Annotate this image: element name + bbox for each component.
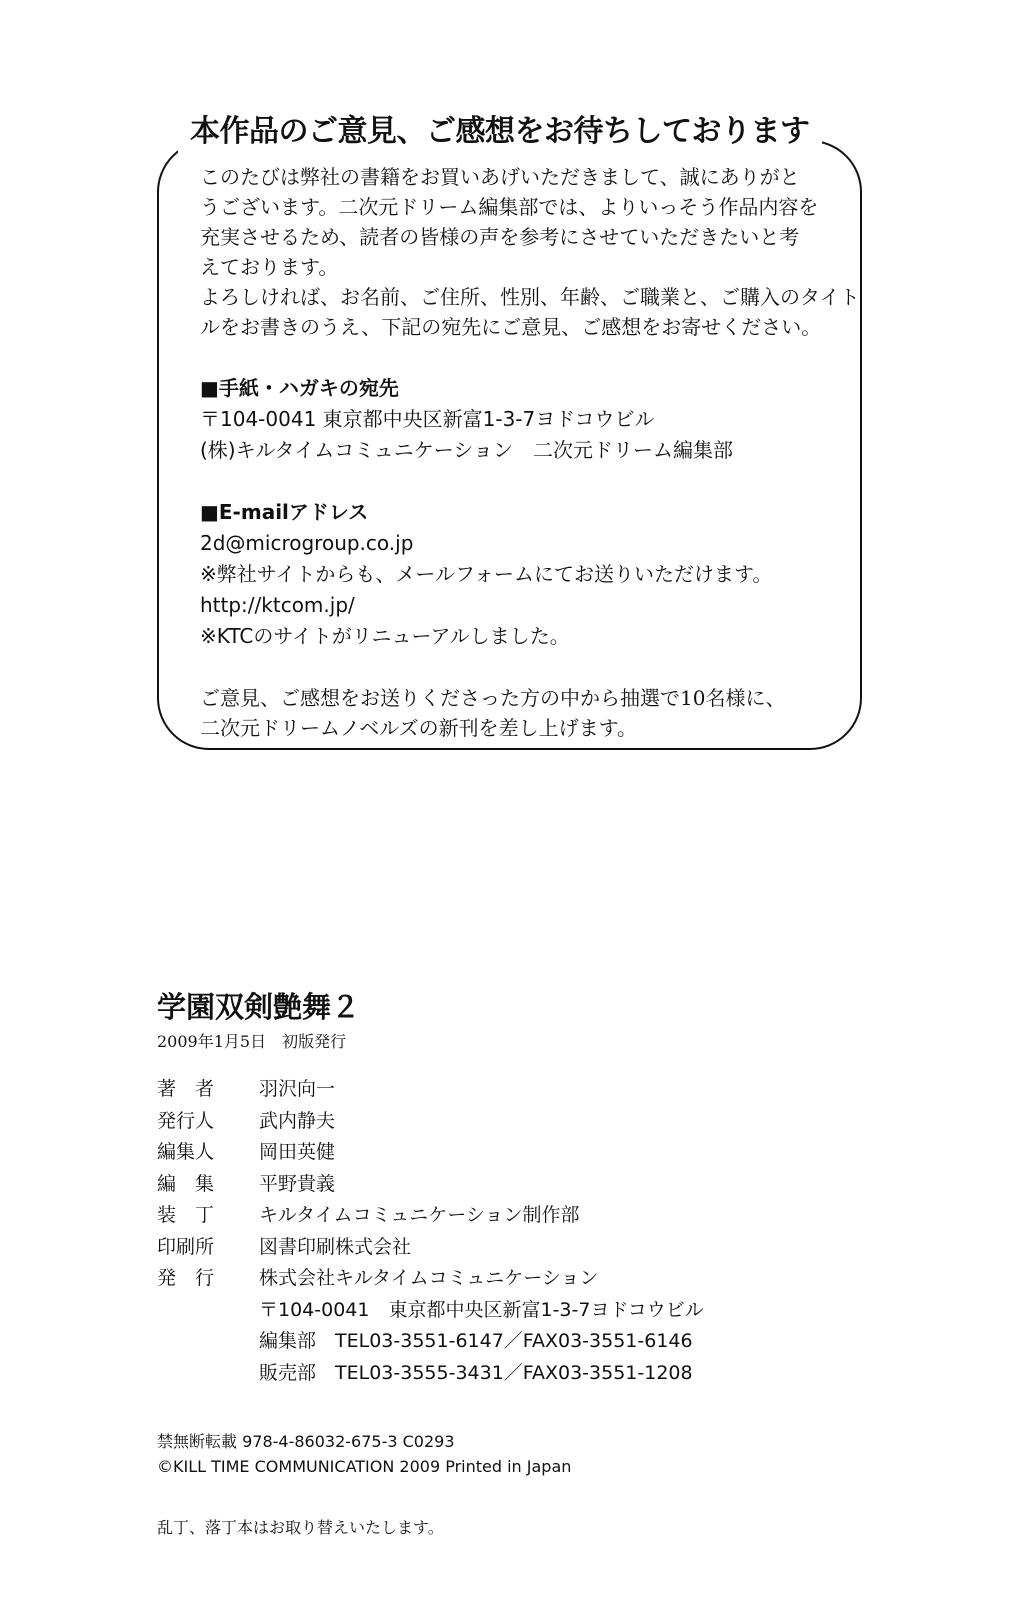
credit-value: 岡田英健 <box>259 1141 336 1163</box>
credit-label: 装 丁 <box>157 1204 215 1226</box>
feedback-title: 本作品のご意見、ご感想をお待ちしております <box>178 110 822 154</box>
closing-line: ご意見、ご感想をお送りくださった方の中から抽選で10名様に、 <box>200 686 786 710</box>
site-note: ※KTCのサイトがリニューアルしました。 <box>200 624 570 648</box>
email-note: ※弊社サイトからも、メールフォームにてお送りいただけます。 <box>200 562 773 586</box>
credit-value: 編集部 TEL03-3551-6147／FAX03-3551-6146 <box>259 1330 693 1352</box>
credit-label: 編 集 <box>157 1172 215 1195</box>
feedback-body <box>200 162 860 743</box>
paragraph-line: このたびは弊社の書籍をお買いあげいただきまして、誠にありがと <box>200 165 800 189</box>
copyright-line: ©KILL TIME COMMUNICATION 2009 Printed in Japan <box>157 1457 572 1476</box>
paragraph-line: えております。 <box>200 255 339 279</box>
credit-label: 発行人 <box>157 1109 215 1132</box>
isbn-line: 禁無断転載 978-4-86032-675-3 C0293 <box>157 1432 455 1451</box>
mail-recipient: (株)キルタイムコミュニケーション 二次元ドリーム編集部 <box>200 438 734 462</box>
credit-value: 〒104-0041 東京都中央区新富1-3-7ヨドコウビル <box>259 1298 704 1321</box>
mail-address: 〒104-0041 東京都中央区新富1-3-7ヨドコウビル <box>200 407 655 431</box>
mail-heading: ■手紙・ハガキの宛先 <box>200 376 399 400</box>
replacement-notice: 乱丁、落丁本はお取り替えいたします。 <box>157 1518 444 1537</box>
paragraph-line: 充実させるため、読者の皆様の声を参考にさせていただきたいと考 <box>200 225 800 249</box>
site-url[interactable]: http://ktcom.jp/ <box>200 593 355 617</box>
publication-date: 2009年1月5日 初版発行 <box>157 1032 347 1051</box>
credit-label: 発 行 <box>157 1267 215 1289</box>
paragraph-line: よろしければ、お名前、ご住所、性別、年齢、ご職業と、ご購入のタイト <box>200 285 860 309</box>
credit-value: 図書印刷株式会社 <box>259 1235 412 1258</box>
email-address[interactable]: 2d@microgroup.co.jp <box>200 531 414 555</box>
closing-line: 二次元ドリームノベルズの新刊を差し上げます。 <box>200 716 637 740</box>
book-title: 学園双剣艶舞２ <box>157 990 361 1024</box>
credit-label: 印刷所 <box>157 1235 215 1258</box>
paragraph-line: ルをお書きのうえ、下記の宛先にご意見、ご感想をお寄せください。 <box>200 315 822 339</box>
credit-label: 編集人 <box>157 1141 215 1163</box>
paragraph-line: うございます。二次元ドリーム編集部では、よりいっそう作品内容を <box>200 195 819 219</box>
credit-value: 販売部 TEL03-3555-3431／FAX03-3551-1208 <box>259 1361 693 1384</box>
credit-label: 著 者 <box>157 1078 215 1100</box>
credit-value: 平野貴義 <box>259 1172 336 1195</box>
credit-value: 株式会社キルタイムコミュニケーション <box>259 1267 599 1289</box>
credit-value: 羽沢向一 <box>259 1078 336 1100</box>
email-heading: ■E-mailアドレス <box>200 500 369 524</box>
credit-value: キルタイムコミュニケーション制作部 <box>259 1204 580 1226</box>
credit-value: 武内静夫 <box>259 1109 336 1132</box>
